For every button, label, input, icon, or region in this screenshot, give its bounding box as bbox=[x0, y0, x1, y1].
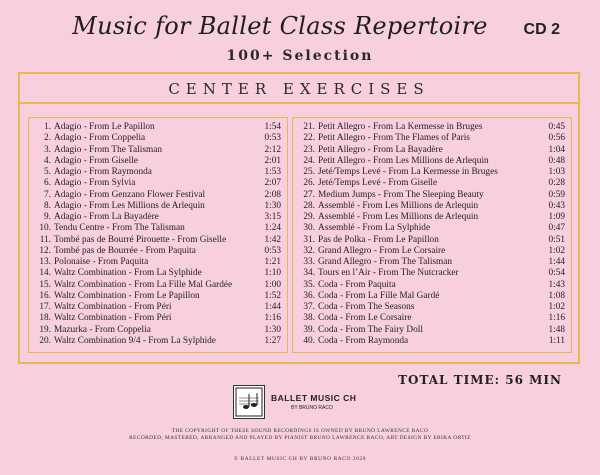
tracklist-left-column bbox=[28, 117, 288, 353]
track-row bbox=[33, 145, 281, 156]
track-title: Assemblé - From Les Millions de Arlequin bbox=[318, 212, 479, 222]
track-duration: 1:09 bbox=[548, 212, 565, 222]
track-duration: 0:59 bbox=[548, 189, 565, 200]
track-duration: 1:16 bbox=[548, 313, 565, 324]
track-row bbox=[297, 212, 565, 223]
track-row bbox=[33, 122, 281, 133]
cd-label: CD 2 bbox=[523, 21, 560, 38]
copyright-line-1: THE COPYRIGHT OF THESE SOUND RECORDINGS IS OWNED BY BRUNO LAWRENCE RACO bbox=[171, 428, 429, 434]
track-row bbox=[297, 313, 565, 324]
track-number: 16. bbox=[39, 290, 51, 301]
track-duration: 1:48 bbox=[548, 324, 565, 335]
track-row bbox=[297, 280, 565, 291]
track-number: 20. bbox=[39, 335, 51, 346]
track-row bbox=[297, 268, 565, 279]
track-title: Adagio - From Les Millions de Arlequin bbox=[54, 200, 205, 211]
track-number: 6. bbox=[44, 178, 51, 189]
track-number: 12. bbox=[39, 245, 51, 256]
track-title: Coda - From La Fille Mal Gardé bbox=[318, 290, 440, 301]
track-row bbox=[33, 223, 281, 234]
track-title: Coda - From The Seasons bbox=[318, 302, 415, 312]
track-row bbox=[33, 268, 281, 279]
track-title: Waltz Combination - From Péri bbox=[54, 302, 172, 312]
track-row bbox=[297, 122, 565, 133]
track-title: Waltz Combination - From La Sylphide bbox=[54, 268, 202, 279]
track-number: 3. bbox=[44, 144, 51, 155]
track-title: Adagio - From Raymonda bbox=[54, 167, 152, 177]
track-number: 40. bbox=[303, 335, 315, 346]
track-number: 8. bbox=[44, 200, 51, 211]
track-row bbox=[297, 223, 565, 234]
track-duration: 2:01 bbox=[264, 155, 281, 166]
track-title: Tours en l’Air - From The Nutcracker bbox=[318, 268, 459, 279]
track-title: Adagio - From Le Papillon bbox=[54, 122, 155, 132]
track-title: Adagio - From Giselle bbox=[54, 155, 138, 166]
track-title: Jeté/Temps Levé - From Giselle bbox=[318, 178, 438, 189]
track-row bbox=[33, 291, 281, 302]
track-number: 1. bbox=[44, 122, 51, 132]
track-duration: 1:16 bbox=[264, 313, 281, 324]
track-number: 37. bbox=[303, 302, 315, 312]
track-number: 36. bbox=[303, 290, 315, 301]
track-duration: 1:52 bbox=[264, 290, 281, 301]
track-row bbox=[33, 257, 281, 268]
track-number: 10. bbox=[39, 223, 51, 234]
track-row bbox=[33, 336, 281, 347]
track-row bbox=[297, 235, 565, 246]
track-number: 21. bbox=[303, 122, 315, 132]
track-row bbox=[33, 246, 281, 257]
track-number: 38. bbox=[303, 313, 315, 324]
logo-subtext: BY BRUNO RACO bbox=[291, 405, 333, 411]
track-duration: 1:03 bbox=[548, 167, 565, 177]
track-duration: 1:42 bbox=[264, 234, 281, 245]
track-title: Pas de Polka - From Le Papillon bbox=[318, 234, 439, 245]
track-number: 15. bbox=[39, 279, 51, 290]
track-title: Waltz Combination - From Péri bbox=[54, 313, 172, 324]
track-duration: 1:44 bbox=[548, 257, 565, 267]
track-title: Waltz Combination - From Le Papillon bbox=[54, 290, 200, 301]
track-row bbox=[297, 190, 565, 201]
track-number: 11. bbox=[39, 234, 51, 245]
track-row bbox=[33, 302, 281, 313]
album-title: Music for Ballet Class Repertoire bbox=[72, 12, 488, 40]
footer-credit: © BALLET MUSIC CH BY BRUNO RACO 2020 bbox=[233, 456, 367, 462]
track-duration: 1:11 bbox=[548, 335, 565, 346]
track-number: 31. bbox=[303, 234, 315, 245]
track-row bbox=[33, 167, 281, 178]
track-duration: 2:12 bbox=[264, 144, 281, 155]
track-number: 29. bbox=[303, 212, 315, 222]
track-title: Jeté/Temps Levé - From La Kermesse in Bruges bbox=[318, 167, 498, 177]
track-list-right bbox=[297, 122, 565, 347]
track-duration: 0:53 bbox=[264, 245, 281, 256]
track-title: Adagio - From La Bayadère bbox=[54, 212, 159, 222]
track-duration: 0:48 bbox=[548, 155, 565, 166]
track-duration: 2:08 bbox=[264, 189, 281, 200]
track-duration: 1:44 bbox=[264, 302, 281, 312]
track-number: 27. bbox=[303, 189, 315, 200]
track-title: Coda - From The Fairy Doll bbox=[318, 324, 423, 335]
track-duration: 0:28 bbox=[548, 178, 565, 189]
track-row bbox=[33, 325, 281, 336]
track-row bbox=[297, 291, 565, 302]
track-duration: 1:02 bbox=[548, 245, 565, 256]
track-title: Tombé pas de Bourrée - From Paquita bbox=[54, 245, 196, 256]
track-row bbox=[33, 178, 281, 189]
track-title: Grand Allegro - From The Talisman bbox=[318, 257, 453, 267]
track-number: 24. bbox=[303, 155, 315, 166]
track-row bbox=[297, 167, 565, 178]
track-title: Waltz Combination - From La Fille Mal Gardée bbox=[54, 279, 233, 290]
track-row bbox=[297, 257, 565, 268]
track-duration: 1:30 bbox=[264, 324, 281, 335]
track-title: Coda - From Raymonda bbox=[318, 335, 409, 346]
track-number: 22. bbox=[303, 133, 315, 144]
section-heading: CENTER EXERCISES bbox=[20, 74, 578, 104]
track-number: 2. bbox=[44, 133, 51, 144]
track-number: 17. bbox=[39, 302, 51, 312]
track-title: Waltz Combination 9/4 - From La Sylphide bbox=[54, 335, 216, 346]
logo-text: BALLET MUSIC CH bbox=[271, 393, 357, 403]
track-duration: 1:08 bbox=[548, 290, 565, 301]
total-time: TOTAL TIME: 56 MIN bbox=[398, 373, 562, 387]
track-duration: 2:07 bbox=[264, 178, 281, 189]
track-number: 32. bbox=[303, 245, 315, 256]
track-number: 35. bbox=[303, 279, 315, 290]
track-duration: 1:21 bbox=[264, 257, 281, 267]
track-duration: 1:00 bbox=[264, 279, 281, 290]
track-row bbox=[297, 302, 565, 313]
track-row bbox=[33, 212, 281, 223]
track-number: 25. bbox=[303, 167, 315, 177]
track-row bbox=[33, 280, 281, 291]
track-title: Assemblé - From Les Millions de Arlequin bbox=[318, 200, 479, 211]
track-row bbox=[297, 145, 565, 156]
track-title: Mazurka - From Coppelia bbox=[54, 324, 151, 335]
track-number: 26. bbox=[303, 178, 315, 189]
track-number: 23. bbox=[303, 144, 315, 155]
track-duration: 1:04 bbox=[548, 144, 565, 155]
track-duration: 0:54 bbox=[548, 268, 565, 279]
track-duration: 1:27 bbox=[264, 335, 281, 346]
track-title: Tendu Centre - From The Talisman bbox=[54, 223, 185, 234]
track-duration: 0:56 bbox=[548, 133, 565, 144]
track-number: 33. bbox=[303, 257, 315, 267]
track-number: 9. bbox=[44, 212, 51, 222]
track-row bbox=[33, 156, 281, 167]
track-duration: 1:53 bbox=[264, 167, 281, 177]
brand-logo bbox=[233, 385, 357, 421]
track-duration: 0:51 bbox=[548, 234, 565, 245]
track-title: Adagio - From Sylvia bbox=[54, 178, 136, 189]
copyright-notice bbox=[0, 428, 600, 442]
track-duration: 1:43 bbox=[548, 279, 565, 290]
track-row bbox=[33, 313, 281, 324]
track-number: 14. bbox=[39, 268, 51, 279]
track-title: Coda - From Paquita bbox=[318, 279, 396, 290]
track-row bbox=[33, 133, 281, 144]
track-number: 4. bbox=[44, 155, 51, 166]
copyright-line-2: RECORDED, MASTERED, ARRANGED AND PLAYED BY PIANIST BRUNO LAWRENCE RACO, ART DESIGN BY ERIKA ORTIZ bbox=[129, 435, 471, 441]
track-row bbox=[297, 156, 565, 167]
track-title: Petit Allegro - From La Kermesse in Bruges bbox=[318, 122, 483, 132]
track-title: Polonaise - From Paquita bbox=[54, 257, 149, 267]
album-subtitle: 100+ Selection bbox=[226, 48, 374, 64]
track-title: Grand Allegro - From Le Corsaire bbox=[318, 245, 446, 256]
track-title: Adagio - From The Talisman bbox=[54, 144, 162, 155]
track-row bbox=[33, 201, 281, 212]
track-number: 13. bbox=[39, 257, 51, 267]
music-note-icon bbox=[233, 385, 265, 419]
track-row bbox=[297, 178, 565, 189]
track-number: 19. bbox=[39, 324, 51, 335]
track-title: Adagio - From Genzano Flower Festival bbox=[54, 189, 206, 200]
track-number: 18. bbox=[39, 313, 51, 324]
track-row bbox=[297, 325, 565, 336]
track-number: 30. bbox=[303, 223, 315, 234]
track-duration: 1:10 bbox=[264, 268, 281, 279]
track-number: 34. bbox=[303, 268, 315, 279]
track-duration: 0:47 bbox=[548, 223, 565, 234]
track-duration: 0:43 bbox=[548, 200, 565, 211]
track-duration: 1:54 bbox=[264, 122, 281, 132]
track-duration: 3:15 bbox=[264, 212, 281, 222]
track-number: 39. bbox=[303, 324, 315, 335]
track-list-left bbox=[33, 122, 281, 347]
track-duration: 0:45 bbox=[548, 122, 565, 132]
track-row bbox=[33, 235, 281, 246]
track-number: 5. bbox=[44, 167, 51, 177]
track-title: Adagio - From Coppelia bbox=[54, 133, 146, 144]
track-title: Petit Allegro - From The Flames of Paris bbox=[318, 133, 470, 144]
track-title: Coda - From Le Corsaire bbox=[318, 313, 412, 324]
track-duration: 0:53 bbox=[264, 133, 281, 144]
track-title: Assemblé - From La Sylphide bbox=[318, 223, 431, 234]
track-number: 7. bbox=[44, 189, 51, 200]
track-title: Medium Jumps - From The Sleeping Beauty bbox=[318, 189, 484, 200]
track-row bbox=[297, 201, 565, 212]
track-row bbox=[297, 336, 565, 347]
track-title: Tombé pas de Bourré Pirouette - From Giselle bbox=[54, 234, 227, 245]
tracklist-right-column bbox=[292, 117, 572, 353]
track-title: Petit Allegro - From Les Millions de Arlequin bbox=[318, 155, 489, 166]
track-title: Petit Allegro - From La Bayadère bbox=[318, 144, 443, 155]
track-duration: 1:02 bbox=[548, 302, 565, 312]
track-row bbox=[33, 190, 281, 201]
track-row bbox=[297, 246, 565, 257]
track-number: 28. bbox=[303, 200, 315, 211]
track-row bbox=[297, 133, 565, 144]
track-duration: 1:24 bbox=[264, 223, 281, 234]
track-duration: 1:30 bbox=[264, 200, 281, 211]
